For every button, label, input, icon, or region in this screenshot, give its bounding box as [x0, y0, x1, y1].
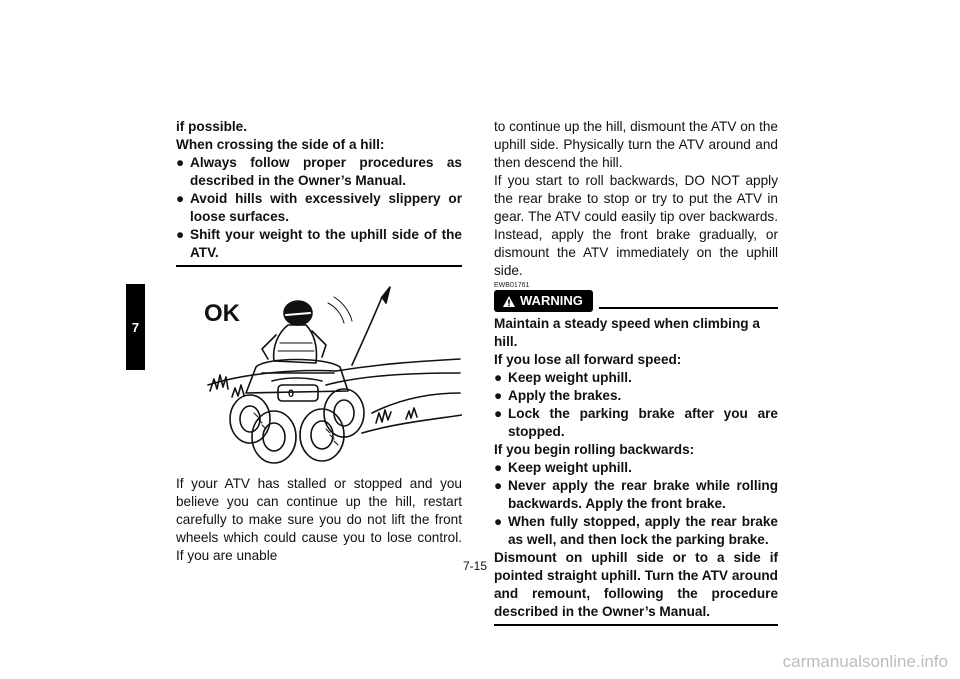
bullet-icon: ● — [176, 155, 185, 170]
warning-label: WARNING — [520, 293, 583, 308]
list-item — [494, 369, 778, 387]
bullet-text: Always follow proper procedures as described in the Owner’s Manual. — [190, 155, 462, 188]
bullet-icon: ● — [494, 388, 503, 403]
rolling-heading: If you begin rolling backwards: — [494, 442, 695, 457]
bullet-text: Shift your weight to the uphill side of the ATV. — [190, 227, 462, 260]
warning-lead: Maintain a steady speed when climbing a hill. — [494, 316, 760, 349]
atv-illustration — [176, 273, 462, 473]
section-rule — [494, 624, 778, 626]
list-item — [494, 459, 778, 477]
svg-text:0: 0 — [288, 388, 295, 400]
bullet-icon: ● — [494, 370, 503, 385]
bullet-icon: ● — [494, 406, 503, 421]
list-item — [176, 226, 462, 262]
warning-triangle-icon — [502, 295, 516, 308]
bullet-text: Keep weight uphill. — [508, 370, 632, 385]
bullet-icon: ● — [176, 227, 185, 242]
watermark: carmanualsonline.info — [782, 652, 948, 671]
left-column — [176, 118, 462, 565]
bullet-icon: ● — [494, 514, 503, 529]
warning-badge — [494, 290, 593, 312]
list-item — [494, 477, 778, 513]
lose-speed-heading: If you lose all forward speed: — [494, 352, 682, 367]
bullet-icon: ● — [494, 460, 503, 475]
backwards-paragraph: If you start to roll backwards, DO NOT apply the rear brake to stop or try to put the ATV in gear. The ATV could easily tip over backwards. Instead, apply the front brake gradually, or dismount the ATV immediately on the uphill side. — [494, 173, 778, 278]
list-item — [176, 154, 462, 190]
bullet-text: Lock the parking brake after you are stopped. — [508, 406, 778, 439]
page-number: 7-15 — [463, 559, 488, 573]
warning-rule — [599, 307, 778, 309]
dismount-paragraph: Dismount on uphill side or to a side if pointed straight uphill. Turn the ATV around and remount, following the procedure described in the Owner’s Manual. — [494, 550, 778, 619]
list-item — [494, 513, 778, 549]
side-hill-heading: When crossing the side of a hill: — [176, 137, 385, 152]
warning-code: EWB01761 — [494, 282, 530, 289]
list-item — [176, 190, 462, 226]
list-item — [494, 405, 778, 441]
bullet-text: Never apply the rear brake while rolling backwards. Apply the front brake. — [508, 478, 778, 511]
intro-line: if possible. — [176, 119, 248, 134]
warning-header — [494, 290, 778, 312]
right-column — [494, 118, 778, 626]
ok-label: OK — [204, 300, 240, 327]
stalled-paragraph: If your ATV has stalled or stopped and you believe you can continue up the hill, restart carefully to make sure you do not lift the front wheels which could cause you to lose control. If you are unable — [176, 476, 462, 563]
bullet-text: Apply the brakes. — [508, 388, 622, 403]
bullet-text: When fully stopped, apply the rear brake as well, and then lock the parking brake. — [508, 514, 778, 547]
section-rule — [176, 265, 462, 267]
bullet-icon: ● — [176, 191, 185, 206]
bullet-text: Avoid hills with excessively slippery or loose surfaces. — [190, 191, 462, 224]
continue-paragraph: to continue up the hill, dismount the ATV on the uphill side. Physically turn the ATV around and then descend the hill. — [494, 119, 778, 170]
chapter-tab: 7 — [126, 284, 145, 370]
list-item — [494, 387, 778, 405]
bullet-icon: ● — [494, 478, 503, 493]
bullet-text: Keep weight uphill. — [508, 460, 632, 475]
